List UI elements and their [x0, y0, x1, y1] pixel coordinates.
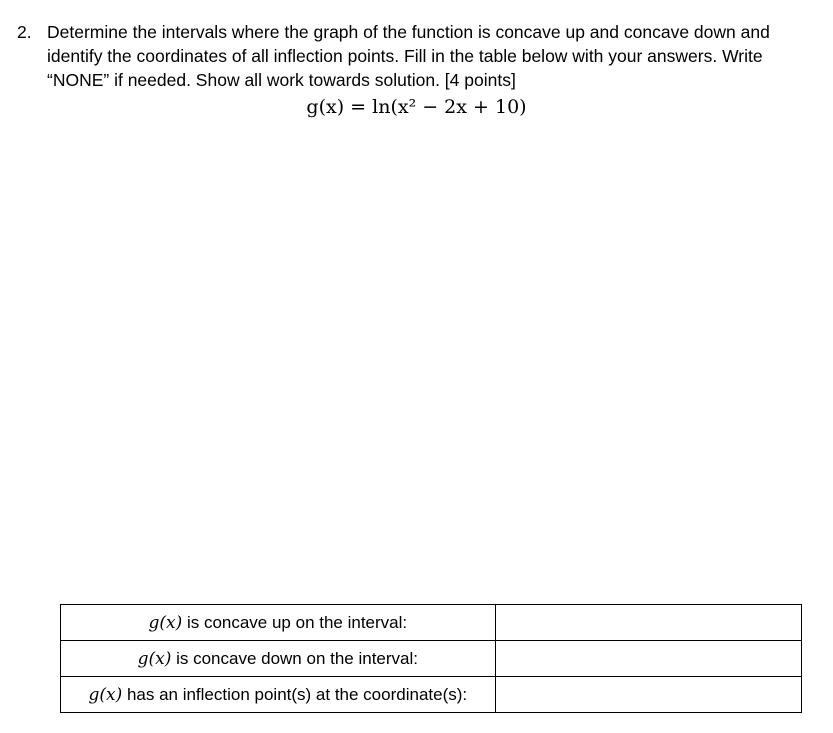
function-equation: g(x) = ln(x² − 2x + 10) [306, 96, 527, 118]
row-label-text: is concave down on the interval: [176, 648, 418, 668]
table-row [61, 677, 802, 713]
row-label-text: is concave up on the interval: [186, 612, 408, 632]
answer-table [60, 604, 802, 713]
row-label-concave-up [61, 605, 496, 641]
row-label-text: has an inflection point(s) at the coordinate(s): [126, 684, 468, 704]
function-symbol: g(x) [88, 684, 123, 705]
table-row [61, 605, 802, 641]
problem-statement [17, 20, 817, 92]
function-symbol: g(x) [148, 612, 183, 633]
answer-cell-inflection-points[interactable] [495, 677, 801, 713]
problem-number: 2. [17, 22, 32, 42]
answer-cell-concave-up[interactable] [495, 605, 801, 641]
answer-cell-concave-down[interactable] [495, 641, 801, 677]
row-label-inflection-points [61, 677, 496, 713]
problem-text: Determine the intervals where the graph of the function is concave up and concave down and identify the coordinates of all inflection points. Fill in the table below with your answers. Write “NONE” if needed. Show all work towards solution. [4 points] [47, 22, 770, 90]
table-row [61, 641, 802, 677]
row-label-concave-down [61, 641, 496, 677]
function-symbol: g(x) [137, 648, 172, 669]
